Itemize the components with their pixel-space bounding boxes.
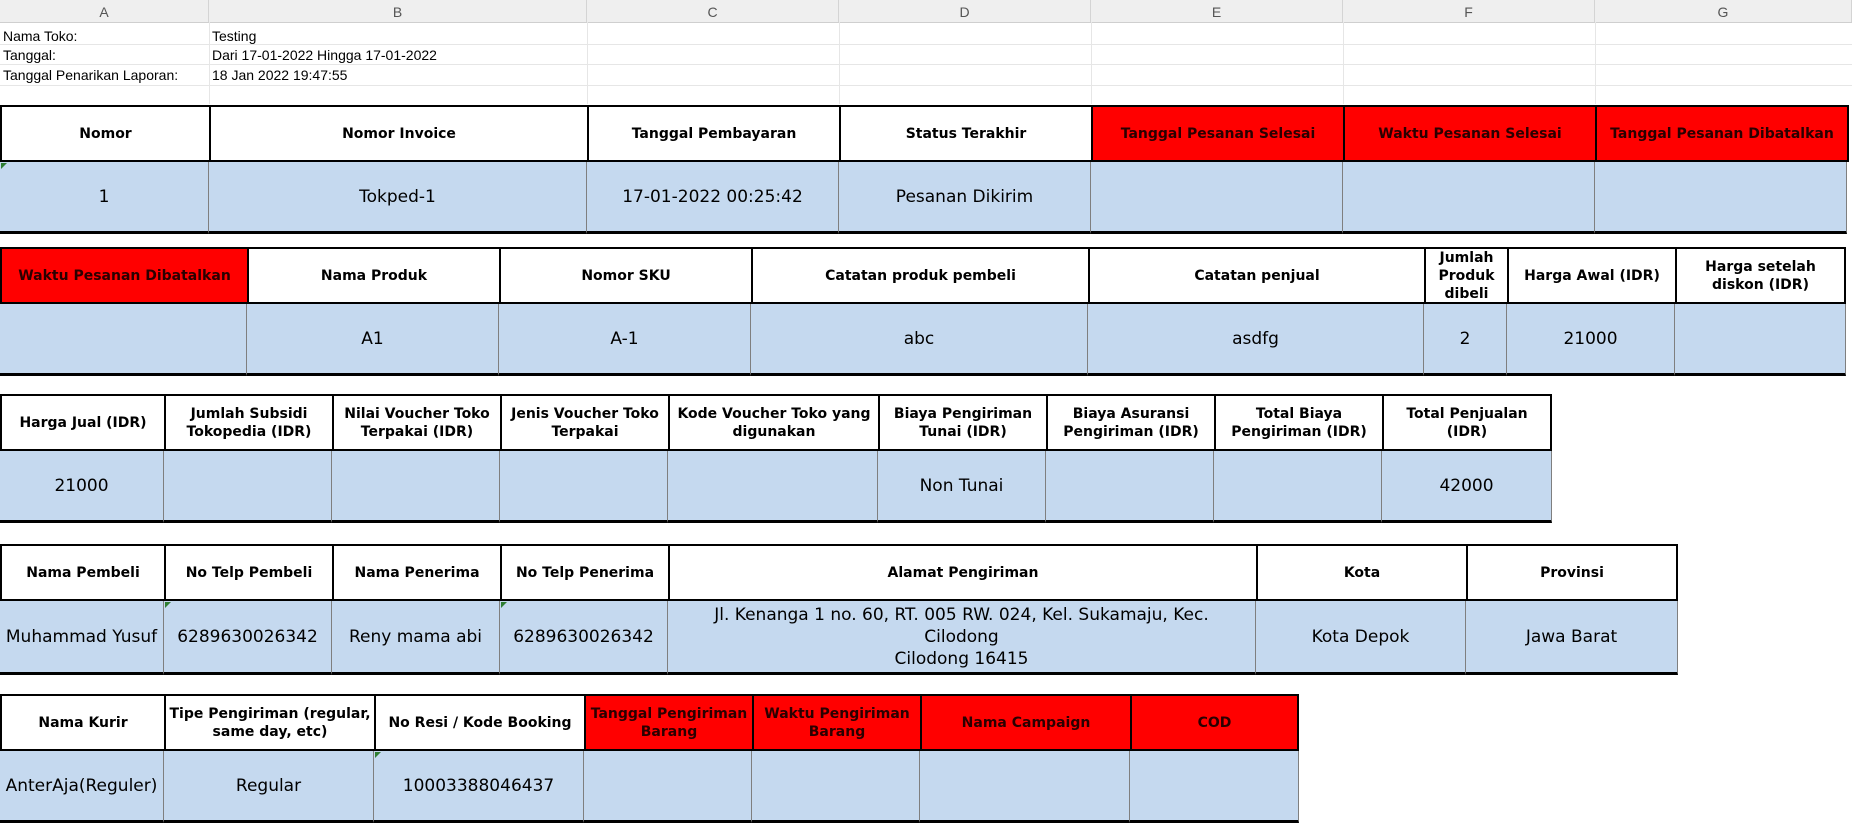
- header-cell[interactable]: Provinsi: [1466, 544, 1678, 601]
- data-cell[interactable]: asdfg: [1088, 304, 1424, 376]
- header-cell[interactable]: Biaya Pengiriman Tunai (IDR): [878, 394, 1048, 451]
- data-cell[interactable]: [1130, 751, 1299, 823]
- data-cell[interactable]: Jawa Barat: [1466, 601, 1678, 675]
- data-cell[interactable]: [1214, 451, 1382, 523]
- cell-marker-icon: [501, 602, 507, 608]
- date-range-value[interactable]: Dari 17-01-2022 Hingga 17-01-2022: [212, 47, 437, 63]
- header-cell[interactable]: Jumlah Produk dibeli: [1424, 247, 1509, 304]
- header-cell-highlighted[interactable]: Nama Campaign: [920, 694, 1132, 751]
- header-cell[interactable]: Nomor Invoice: [209, 105, 589, 162]
- header-cell[interactable]: Nama Kurir: [0, 694, 166, 751]
- header-cell[interactable]: Harga setelah diskon (IDR): [1675, 247, 1846, 304]
- col-gridline: [1091, 22, 1092, 104]
- store-name-label[interactable]: Nama Toko:: [3, 28, 78, 44]
- data-cell[interactable]: Regular: [164, 751, 374, 823]
- header-cell[interactable]: Nomor: [0, 105, 211, 162]
- header-cell[interactable]: Nilai Voucher Toko Terpakai (IDR): [332, 394, 502, 451]
- column-header-g[interactable]: G: [1595, 0, 1852, 22]
- report-pulled-value[interactable]: 18 Jan 2022 19:47:55: [212, 67, 348, 83]
- header-cell[interactable]: No Telp Pembeli: [164, 544, 334, 601]
- header-cell[interactable]: No Telp Penerima: [500, 544, 670, 601]
- column-header-d[interactable]: D: [839, 0, 1091, 22]
- row-gridline: [0, 44, 1852, 45]
- data-cell[interactable]: Tokped-1: [209, 162, 587, 234]
- header-cell[interactable]: Nomor SKU: [499, 247, 753, 304]
- header-cell[interactable]: Alamat Pengiriman: [668, 544, 1258, 601]
- data-cell[interactable]: [1675, 304, 1846, 376]
- data-cell[interactable]: 6289630026342: [500, 601, 668, 675]
- row-gridline: [0, 85, 1852, 86]
- data-cell[interactable]: 17-01-2022 00:25:42: [587, 162, 839, 234]
- cell-marker-icon: [165, 602, 171, 608]
- column-header-e[interactable]: E: [1091, 0, 1343, 22]
- column-header-f[interactable]: F: [1343, 0, 1595, 22]
- header-cell[interactable]: Jenis Voucher Toko Terpakai: [500, 394, 670, 451]
- header-cell[interactable]: Catatan produk pembeli: [751, 247, 1090, 304]
- report-pulled-label[interactable]: Tanggal Penarikan Laporan:: [3, 67, 179, 83]
- col-gridline: [1343, 22, 1344, 104]
- header-cell-highlighted[interactable]: Tanggal Pesanan Dibatalkan: [1595, 105, 1849, 162]
- data-cell[interactable]: Pesanan Dikirim: [839, 162, 1091, 234]
- col-gridline: [1595, 22, 1596, 104]
- column-header-a[interactable]: A: [0, 0, 209, 22]
- data-cell[interactable]: [920, 751, 1130, 823]
- header-cell[interactable]: Catatan penjual: [1088, 247, 1426, 304]
- data-cell[interactable]: Muhammad Yusuf: [0, 601, 164, 675]
- data-cell[interactable]: [752, 751, 920, 823]
- header-cell[interactable]: No Resi / Kode Booking: [374, 694, 586, 751]
- data-cell[interactable]: [1046, 451, 1214, 523]
- header-cell[interactable]: Jumlah Subsidi Tokopedia (IDR): [164, 394, 334, 451]
- header-cell[interactable]: Tipe Pengiriman (regular, same day, etc): [164, 694, 376, 751]
- data-cell[interactable]: [500, 451, 668, 523]
- header-cell[interactable]: Nama Pembeli: [0, 544, 166, 601]
- header-cell[interactable]: Tanggal Pembayaran: [587, 105, 841, 162]
- header-cell[interactable]: Harga Awal (IDR): [1507, 247, 1677, 304]
- col-gridline: [587, 22, 588, 104]
- store-name-value[interactable]: Testing: [212, 28, 257, 44]
- data-cell[interactable]: [1091, 162, 1343, 234]
- header-cell-highlighted[interactable]: Waktu Pengiriman Barang: [752, 694, 922, 751]
- header-cell[interactable]: Total Penjualan (IDR): [1382, 394, 1552, 451]
- data-cell[interactable]: 42000: [1382, 451, 1552, 523]
- data-cell[interactable]: AnterAja(Reguler): [0, 751, 164, 823]
- header-cell[interactable]: Biaya Asuransi Pengiriman (IDR): [1046, 394, 1216, 451]
- data-cell[interactable]: 10003388046437: [374, 751, 584, 823]
- date-range-label[interactable]: Tanggal:: [3, 47, 56, 63]
- data-cell[interactable]: A1: [247, 304, 499, 376]
- column-header-c[interactable]: C: [587, 0, 839, 22]
- data-cell[interactable]: [1343, 162, 1595, 234]
- data-cell[interactable]: 6289630026342: [164, 601, 332, 675]
- header-cell[interactable]: Kode Voucher Toko yang digunakan: [668, 394, 880, 451]
- header-cell[interactable]: Nama Produk: [247, 247, 501, 304]
- header-cell[interactable]: Harga Jual (IDR): [0, 394, 166, 451]
- shipping-address-cell[interactable]: Jl. Kenanga 1 no. 60, RT. 005 RW. 024, Kel. Sukamaju, Kec. Cilodong Cilodong 16415: [668, 601, 1256, 675]
- data-cell[interactable]: Reny mama abi: [332, 601, 500, 675]
- data-cell[interactable]: [584, 751, 752, 823]
- col-gridline: [209, 22, 210, 104]
- data-cell[interactable]: [332, 451, 500, 523]
- column-header-b[interactable]: B: [209, 0, 587, 22]
- header-cell-highlighted[interactable]: Waktu Pesanan Dibatalkan: [0, 247, 249, 304]
- data-cell[interactable]: [1595, 162, 1847, 234]
- data-cell[interactable]: A-1: [499, 304, 751, 376]
- data-cell[interactable]: [164, 451, 332, 523]
- header-cell[interactable]: Kota: [1256, 544, 1468, 601]
- data-cell[interactable]: [0, 304, 247, 376]
- data-cell[interactable]: 2: [1424, 304, 1507, 376]
- header-cell[interactable]: Total Biaya Pengiriman (IDR): [1214, 394, 1384, 451]
- header-cell-highlighted[interactable]: COD: [1130, 694, 1299, 751]
- data-cell[interactable]: Kota Depok: [1256, 601, 1466, 675]
- header-cell[interactable]: Status Terakhir: [839, 105, 1093, 162]
- header-cell-highlighted[interactable]: Tanggal Pengiriman Barang: [584, 694, 754, 751]
- data-cell[interactable]: 21000: [1507, 304, 1675, 376]
- data-cell[interactable]: 21000: [0, 451, 164, 523]
- data-cell[interactable]: [668, 451, 878, 523]
- data-cell[interactable]: Non Tunai: [878, 451, 1046, 523]
- header-cell[interactable]: Nama Penerima: [332, 544, 502, 601]
- header-cell-highlighted[interactable]: Waktu Pesanan Selesai: [1343, 105, 1597, 162]
- cell-marker-icon: [375, 752, 381, 758]
- data-cell[interactable]: abc: [751, 304, 1088, 376]
- column-header-bar: [0, 0, 1852, 23]
- cell-marker-icon: [1, 163, 7, 169]
- data-cell[interactable]: 1: [0, 162, 209, 234]
- header-cell-highlighted[interactable]: Tanggal Pesanan Selesai: [1091, 105, 1345, 162]
- col-gridline: [839, 22, 840, 104]
